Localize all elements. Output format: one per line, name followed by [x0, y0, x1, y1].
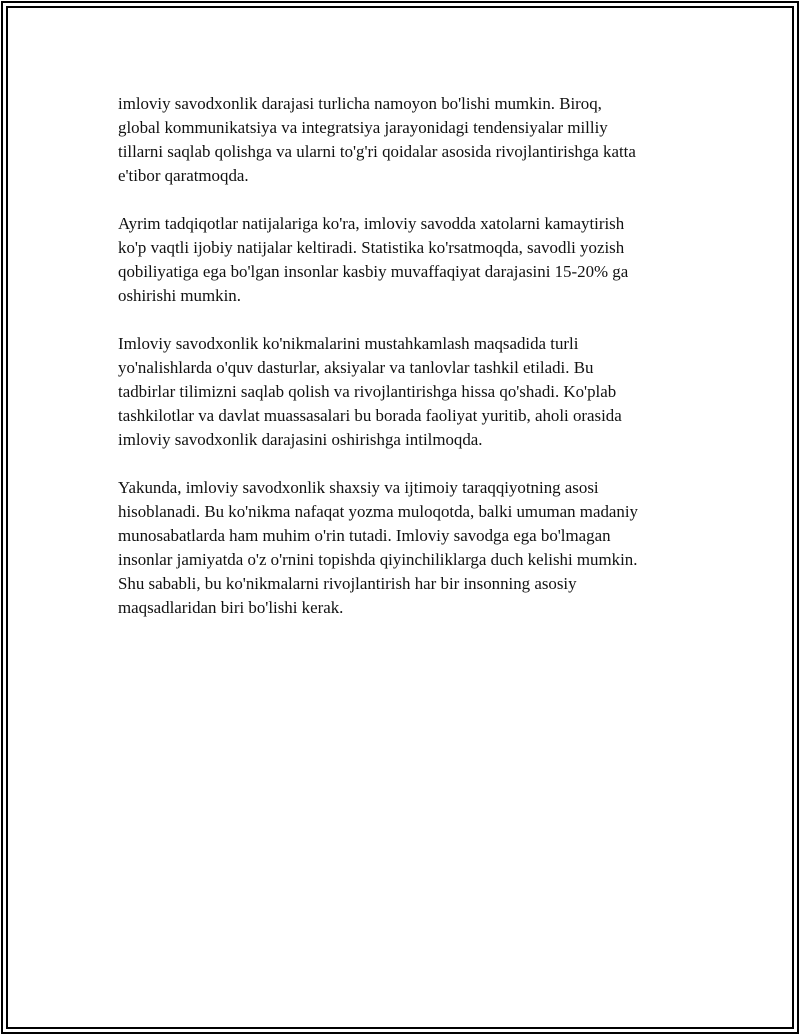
text-line: oshirishi mumkin. [118, 286, 241, 305]
text-line: insonlar jamiyatda o'z o'rnini topishda qiyinchiliklarga duch kelishi mumkin. [118, 550, 638, 569]
text-line: e'tibor qaratmoqda. [118, 166, 249, 185]
text-line: qobiliyatiga ega bo'lgan insonlar kasbiy muvaffaqiyat darajasini 15-20% ga [118, 262, 629, 281]
text-line: imloviy savodxonlik darajasi turlicha namoyon bo'lishi mumkin. Biroq, [118, 94, 602, 113]
text-line: yo'nalishlarda o'quv dasturlar, aksiyalar va tanlovlar tashkil etiladi. Bu [118, 358, 594, 377]
text-line: ko'p vaqtli ijobiy natijalar keltiradi. Statistika ko'rsatmoqda, savodli yozish [118, 238, 625, 257]
text-line: tadbirlar tilimizni saqlab qolish va rivojlantirishga hissa qo'shadi. Ko'plab [118, 382, 617, 401]
text-line: maqsadlaridan biri bo'lishi kerak. [118, 598, 344, 617]
text-line: tashkilotlar va davlat muassasalari bu borada faoliyat yuritib, aholi orasida [118, 406, 622, 425]
document-body [118, 92, 684, 644]
text-line: Shu sababli, bu ko'nikmalarni rivojlantirish har bir insonning asosiy [118, 574, 577, 593]
paragraph-4 [118, 476, 684, 620]
paragraph-3 [118, 332, 684, 452]
text-line: Ayrim tadqiqotlar natijalariga ko'ra, imloviy savodda xatolarni kamaytirish [118, 214, 625, 233]
text-line: hisoblanadi. Bu ko'nikma nafaqat yozma muloqotda, balki umuman madaniy [118, 502, 638, 521]
text-line: tillarni saqlab qolishga va ularni to'g'ri qoidalar asosida rivojlantirishga katta [118, 142, 636, 161]
text-line: munosabatlarda ham muhim o'rin tutadi. Imloviy savodga ega bo'lmagan [118, 526, 611, 545]
text-line: global kommunikatsiya va integratsiya jarayonidagi tendensiyalar milliy [118, 118, 608, 137]
paragraph-1 [118, 92, 684, 188]
paragraph-2 [118, 212, 684, 308]
text-line: Yakunda, imloviy savodxonlik shaxsiy va ijtimoiy taraqqiyotning asosi [118, 478, 599, 497]
text-line: imloviy savodxonlik darajasini oshirishga intilmoqda. [118, 430, 483, 449]
text-line: Imloviy savodxonlik ko'nikmalarini mustahkamlash maqsadida turli [118, 334, 579, 353]
